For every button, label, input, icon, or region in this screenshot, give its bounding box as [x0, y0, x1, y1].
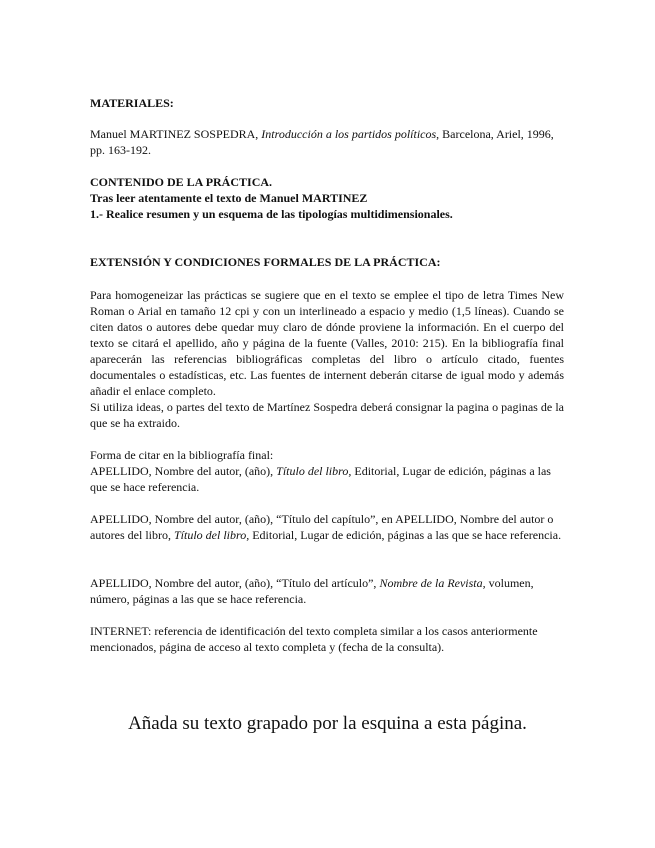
capitulo-title: Título del libro, [173, 528, 250, 542]
contenido-line-1: Tras leer atentamente el texto de Manuel MARTINEZ [90, 191, 368, 205]
extension-heading: EXTENSIÓN Y CONDICIONES FORMALES DE LA PRÁCTICA: [90, 255, 441, 269]
citar-capitulo [90, 511, 564, 543]
contenido-line-2: 1.- Realice resumen y un esquema de las tipologías multidimensionales. [90, 207, 453, 221]
citar-internet: INTERNET: referencia de identificación del texto completa similar a los casos anteriormente mencionados, página de acceso al texto completa y (fecha de la consulta). [90, 624, 538, 654]
contenido-heading: CONTENIDO DE LA PRÁCTICA. [90, 175, 273, 189]
materiales-citation [90, 126, 564, 158]
citar-intro: Forma de citar en la bibliografía final: [90, 448, 274, 462]
libro-title: Título del libro, [276, 464, 352, 478]
extension-paragraph-2: Si utiliza ideas, o partes del texto de Martínez Sospedra deberá consignar la pagina o paginas de la que se ha extraido. [90, 400, 564, 430]
capitulo-part-b: Editorial, Lugar de edición, páginas a las que se hace referencia. [249, 528, 562, 542]
libro-part-a: APELLIDO, Nombre del autor, (año), [90, 464, 277, 478]
libro-part-b: Editorial, Lugar de edición, páginas a las que se hace referencia. [90, 464, 551, 494]
footer-instruction: Añada su texto grapado por la esquina a esta página. [128, 713, 527, 734]
extension-paragraph-1: Para homogeneizar las prácticas se sugiere que en el texto se emplee el tipo de letra Times New Roman o Arial en tamaño 12 cpi y con un interlineado a espacio y medio (1,5 líneas). Cuando se citen datos o autores debe quedar muy claro de dónde proviene la información. En el cuerpo del texto se citará el apellido, año y página de la fuente (Valles, 2010: 215). En la bibliografía final aparecerán las referencias bibliográficas completas del libro o artículo citado, fuentes documentales o estadísticas, etc. Las fuentes de internent deberán citarse de igual modo y además añadir el enlace completo. [90, 288, 564, 398]
citar-articulo [90, 575, 564, 607]
capitulo-part-a: APELLIDO, Nombre del autor, (año), “Título del capítulo”, en APELLIDO, Nombre del autor o autores del libro, [90, 512, 554, 542]
citation-rest: , Barcelona, Ariel, 1996, pp. 163-192. [90, 127, 554, 157]
articulo-part-b: volumen, número, páginas a las que se hace referencia. [90, 576, 534, 606]
materiales-heading: MATERIALES: [90, 96, 174, 110]
citation-title: Introducción a los partidos políticos [261, 127, 437, 141]
articulo-title: Nombre de la Revista, [379, 576, 486, 590]
citar-libro [90, 463, 564, 495]
articulo-part-a: APELLIDO, Nombre del autor, (año), “Título del artículo”, [90, 576, 380, 590]
citation-author: Manuel MARTINEZ SOSPEDRA, [90, 127, 262, 141]
